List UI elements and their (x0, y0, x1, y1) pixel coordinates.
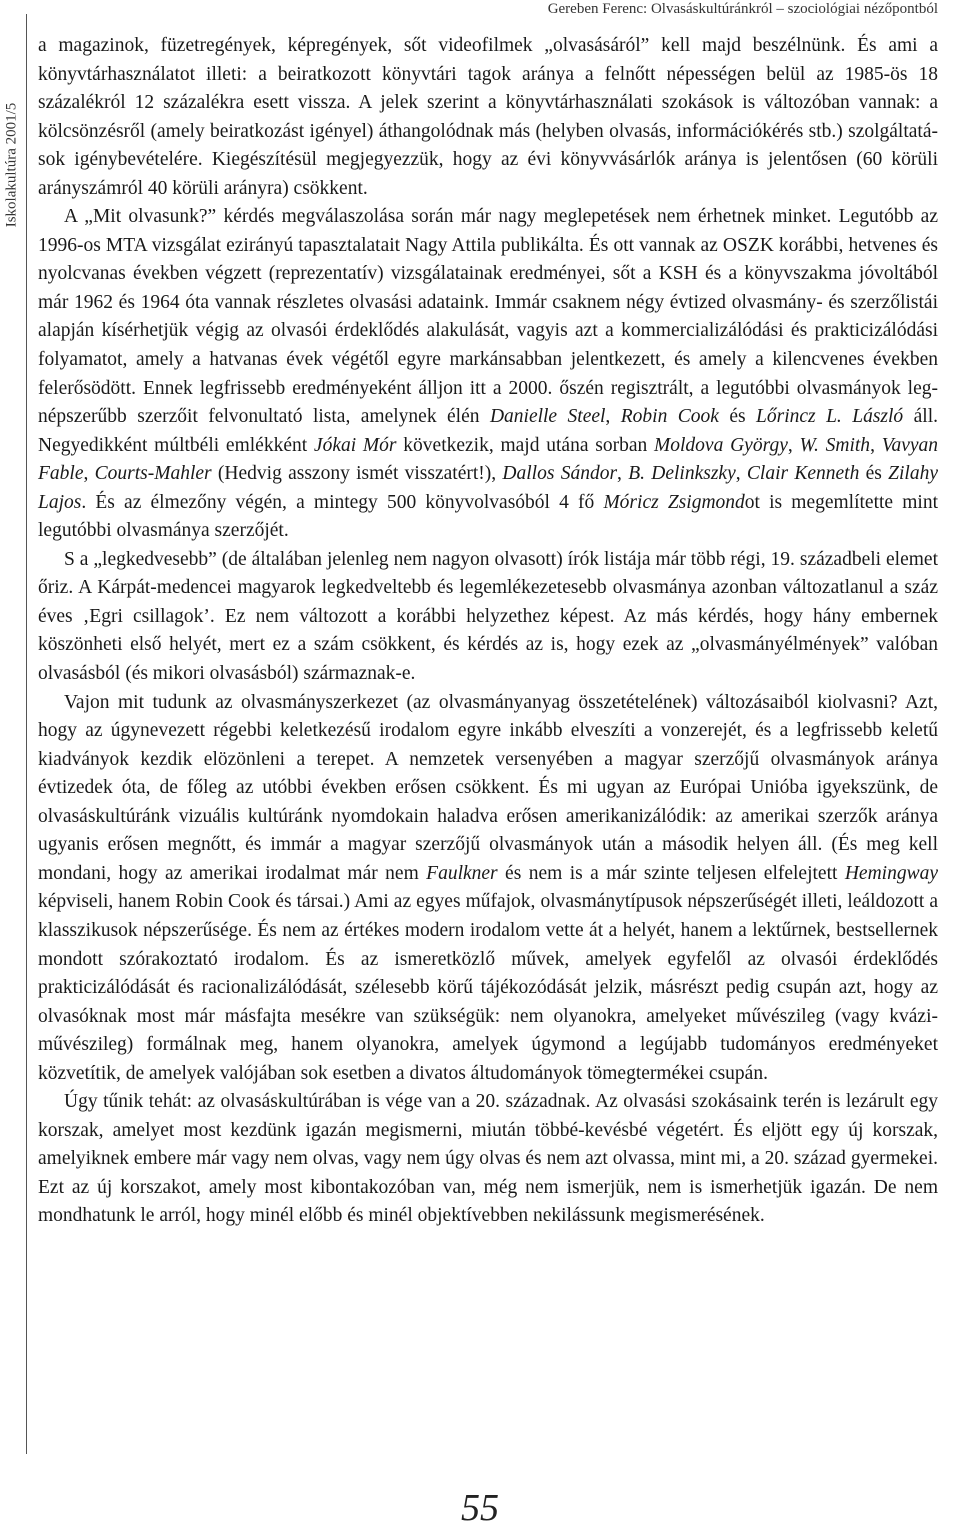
paragraph (38, 546, 938, 689)
text-run: A „Mit olvasunk?” kérdés megválaszolása során már nagy meglepetések nem érhetnek minket. Legutóbb az 1996-os MTA vizsgálat ezirányú tapasztalatait Nagy Attila publikálta. És ott vannak az OSZK korábbi, hetvenes és nyolcvanas években végzett (reprezentatív) vizsgálatainak eredményei, sőt a KSH és a könyvszakma jóvoltából már 1962 és 1964 óta vannak részletes olvasási adataink. Immár csaknem négy évtized olvasmány- és szerzőlistái alapján kísérhetjük végig az olvasói érdeklődés alakulását, vagyis azt a kommercializálódási és prakticizálódási folyamatot, amely a hatvanas évek végétől egyre markánsabban jelentkezett, és amely a kilencvenes években felerősödött. Ennek legfrissebb eredményeként álljon itt a 2000. őszén regisztrált, a legutóbbi olvasmányok legnépszerűbb szerzőit felvonultató lista, amelynek élén (38, 206, 938, 428)
author-name: B. Delinkszky (628, 463, 736, 485)
author-name: Clair Kenneth (746, 463, 860, 485)
text-run: S a „legkedvesebb” (de általában jelenleg nem nagyon olvasott) írók listája már több régi, 19. századbeli elemet őriz. A Kárpát-medencei magyarok legkedveltebb és legemlékezetesebb olvasmánya azonban változatlanul a száz éves ‚Egri csillagok’. Ez nem változott a korábbi helyzethez képest. Az más kérdés, hogy hány embernek köszönheti első helyét, mert ez a szám csökkent, és kérdés az is, hogy ezek az „olvasmányélmények” valóban olvasásból (és mikori olvasásból) származnak-e. (38, 548, 938, 685)
text-run: , (83, 463, 95, 485)
author-name: Zilahy Lajos (38, 463, 938, 513)
side-title-text: Iskolakultúra 2001/5 (3, 102, 20, 228)
author-name: Hemingway (844, 862, 938, 884)
author-name: W. Smith (799, 434, 871, 456)
author-name: Faulkner (426, 862, 498, 884)
paragraph (38, 203, 938, 546)
margin-rule (26, 14, 27, 1454)
text-run: és nem is a már szinte teljesen elfelejtett (497, 862, 845, 884)
text-run: , (787, 434, 800, 456)
text-run: (Hedvig asszony ismét visszatért!), (211, 463, 503, 485)
text-run: következik, majd utána sorban (396, 434, 655, 456)
author-name: Lőrincz L. László (756, 406, 904, 428)
text-run: , (735, 463, 747, 485)
paragraph (38, 1088, 938, 1231)
author-name: Vavyan Fable (38, 434, 939, 485)
text-run: , (870, 434, 882, 456)
author-name: Moldova György (654, 434, 788, 456)
page-number: 55 (461, 1487, 499, 1529)
article-body (38, 32, 938, 1231)
text-run: ot is megemlítette mint legutóbbi olvasmánya szerzőjét. (38, 491, 938, 542)
text-run: és (859, 463, 889, 485)
running-head: Gereben Ferenc: Olvasáskultúránkról – szociológiai nézőpontból (547, 1, 938, 17)
author-name: Danielle Steel (489, 406, 606, 428)
text-run: , (605, 406, 621, 428)
author-name: Móricz Zsigmond (603, 491, 745, 513)
author-name: Dallos Sándor (502, 463, 618, 485)
text-run: , (617, 463, 629, 485)
text-run: és (718, 406, 757, 428)
side-title (2, 20, 22, 310)
author-name: Robin Cook (620, 406, 719, 428)
text-run: Vajon mit tudunk az olvasmányszerkezet (az olvasmányanyag összetételének) változásaiból kiolvasni? Azt, hogy az úgynevezett régebbi keletkezésű irodalom egyre inkább elveszíti a vonzerejét, és a legfrissebb keletű kiadványok kezdik elözönleni a terepet. A nemzetek versenyében a magyar szerzőjű olvasmányok aránya évtizedek óta, de főleg az utóbbi években erősen csökkent. És mi ugyan az Európai Unióba igyekszünk, de olvasáskultúránk vizuális kultúránk nyomdokain haladva erősen amerikanizálódik: az amerikai szerzők aránya ugyanis erősen megnőtt, és immár a magyar szerzőjű olvasmányok után a második helyen áll. (És meg kell mondani, hogy az amerikai irodalmat már nem (38, 691, 938, 884)
text-run: képviseli, hanem Robin Cook és társai.) Ami az egyes műfajok, olvasmánytípusok népszerűségét illeti, leáldozott a klasszikusok népszerűsége. És nem az értékes modern irodalom vette át a helyét, hanem a lektűrnek, bestsellernek mondott szórakoztató irodalom. És az ismeretközlő művek, amelyek egyfelől az olvasói érdeklődés prakticizálódását és racionalizálódását, szélesebb körű tájékozódását jelzik, másrészt pedig csupán azt, hogy az olvasóknak most már másfajta mesékre van szükségük: nem olyanokra, amelyeket művészileg (vagy kvázi-művészileg) formálnak meg, hanem olyanokra, amelyek úgymond a legújabb tudományos eredményeket közvetítik, de amelyek valójában sok esetben a divatos áltudományok tömegtermékei csupán. (38, 891, 938, 1084)
text-run: . És az élmezőny végén, a mintegy 500 könyvolvasóból 4 fő (81, 491, 604, 513)
author-name: Jókai Mór (313, 434, 397, 456)
paragraph (38, 32, 938, 203)
author-name: Courts-Mahler (94, 463, 212, 485)
text-run: Úgy tűnik tehát: az olvasáskultúrában is vége van a 20. századnak. Az olvasási szokásaink terén is lezárult egy korszak, amelyet most kezdünk igazán megismerni, miután többé-kevésbé végetért. És eljött egy új korszak, amelyiknek embere már vagy nem olvas, vagy nem úgy olvas és nem azt olvassa, mint mi, a 20. század gyermekei. Ezt az új korszakot, amely most kibontakozóban van, még nem ismerjük, nem is ismerhetjük igazán. De nem mondhatunk le arról, hogy minél előbb és minél objektívebben nekilássunk megismerésének. (38, 1091, 938, 1227)
text-run: a magazinok, füzetregények, képregények, sőt videofilmek „olvasásáról” kell majd beszélnünk. És ami a könyvtárhasználatot illeti: a beiratkozott könyvtári tagok aránya a felnőtt népességen belül az 1985-ös 18 százalékról 12 százalékra esett vissza. A jelek szerint a könyvtárhasználati szokások is változóban vannak: a kölcsönzésről (amely beiratkozást igényel) áthangolódnak más (helyben olvasás, információkérés stb.) szolgáltatások igénybevételére. Kiegészítésül megjegyezzük, hogy az évi könyvvásárlók aránya is jelentősen (60 körüli arányszámról 40 körüli arányra) csökkent. (38, 35, 938, 199)
text-run: áll. Negyedikként múltbéli emlékként (38, 406, 938, 456)
paragraph (38, 689, 938, 1089)
